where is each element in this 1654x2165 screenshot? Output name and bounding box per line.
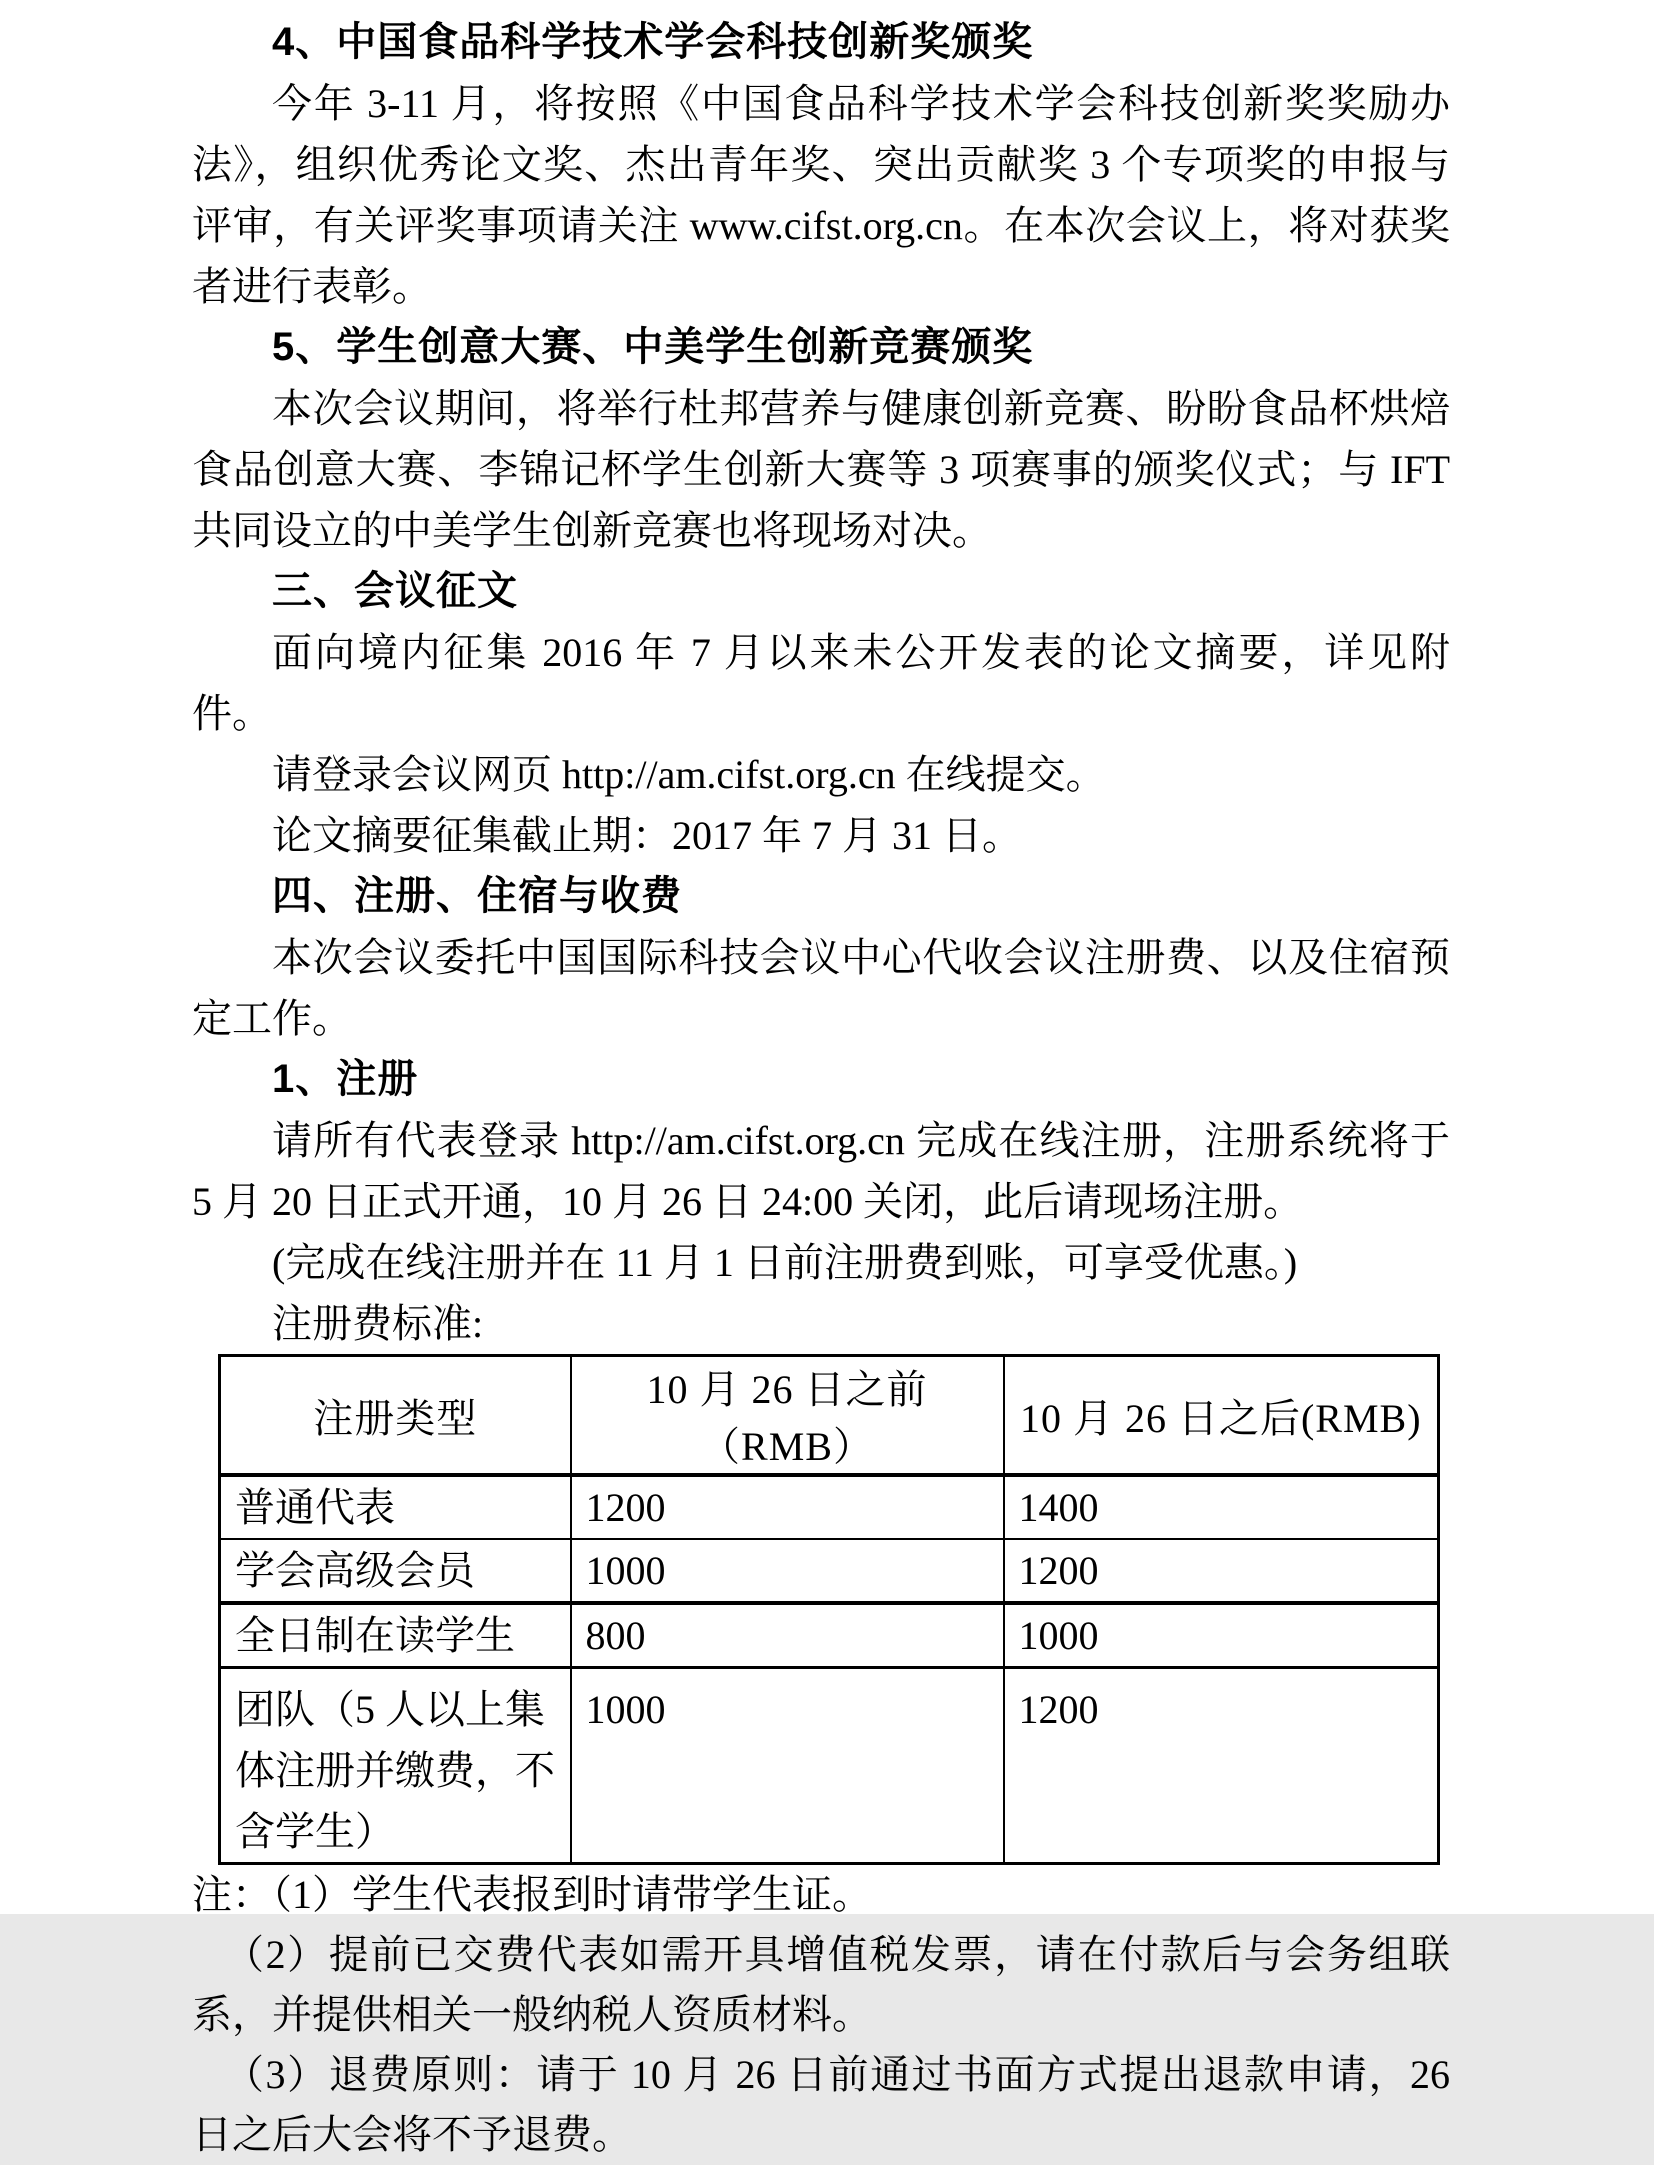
section-heading-student-competitions: 5、学生创意大赛、中美学生创新竞赛颁奖 bbox=[272, 325, 1034, 369]
paragraph-fee-collection-agent: 本次会议委托中国国际科技会议中心代收会议注册费、以及住宿预定工作。 bbox=[192, 935, 1450, 1041]
section-heading-call-for-papers: 三、会议征文 bbox=[272, 569, 518, 613]
cell-fee-after: 1000 bbox=[1004, 1603, 1439, 1668]
document-content bbox=[192, 12, 1450, 2165]
fee-table-header bbox=[220, 1356, 1439, 1476]
header-cell-category: 注册类型 bbox=[220, 1356, 571, 1476]
subsection-heading-registration: 1、注册 bbox=[272, 1057, 419, 1101]
note-refund-policy: （3）退费原则：请于 10 月 26 日前通过书面方式提出退款申请，26 日之后大会将不予退费。 bbox=[192, 2052, 1450, 2157]
paragraph-fee-standard-label: 注册费标准: bbox=[272, 1301, 484, 1346]
paragraph-award-details: 今年 3-11 月，将按照《中国食品科学技术学会科技创新奖奖励办法》，组织优秀论文奖、杰出青年奖、突出贡献奖 3 个专项奖的申报与评审，有关评奖事项请关注 www.cifst.org.cn。在本次会议上，将对获奖者进行表彰。 bbox=[192, 81, 1450, 309]
table-row-fulltime-student bbox=[220, 1603, 1439, 1668]
cell-fee-after: 1400 bbox=[1004, 1475, 1439, 1539]
section-heading-award-ceremony: 4、中国食品科学技术学会科技创新奖颁奖 bbox=[272, 20, 1034, 64]
cell-fee-before: 1000 bbox=[571, 1668, 1004, 1864]
cell-fee-before: 1000 bbox=[571, 1539, 1004, 1603]
section-heading-registration-lodging-fees: 四、注册、住宿与收费 bbox=[272, 874, 682, 918]
cell-category: 团队（5 人以上集体注册并缴费，不含学生） bbox=[220, 1668, 571, 1864]
cell-fee-after: 1200 bbox=[1004, 1668, 1439, 1864]
cell-fee-after: 1200 bbox=[1004, 1539, 1439, 1603]
paragraph-submission-site: 请登录会议网页 http://am.cifst.org.cn 在线提交。 bbox=[272, 752, 1106, 797]
cell-category: 普通代表 bbox=[220, 1475, 571, 1539]
table-row-senior-member bbox=[220, 1539, 1439, 1603]
paragraph-abstract-scope: 面向境内征集 2016 年 7 月以来未公开发表的论文摘要，详见附件。 bbox=[192, 630, 1450, 736]
cell-fee-before: 800 bbox=[571, 1603, 1004, 1668]
table-row-group bbox=[220, 1668, 1439, 1864]
cell-fee-before: 1200 bbox=[571, 1475, 1004, 1539]
note-student-id: 注：（1）学生代表报到时请带学生证。 bbox=[192, 1872, 872, 1917]
note-vat-invoice: （2）提前已交费代表如需开具增值税发票，请在付款后与会务组联系，并提供相关一般纳税人资质材料。 bbox=[192, 1932, 1450, 2037]
paragraph-competition-details: 本次会议期间，将举行杜邦营养与健康创新竞赛、盼盼食品杯烘焙食品创意大赛、李锦记杯学生创新大赛等 3 项赛事的颁奖仪式；与 IFT 共同设立的中美学生创新竞赛也将现场对决。 bbox=[192, 386, 1450, 553]
paragraph-abstract-deadline: 论文摘要征集截止期：2017 年 7 月 31 日。 bbox=[272, 813, 1022, 858]
cell-category: 学会高级会员 bbox=[220, 1539, 571, 1603]
table-row-general-delegate bbox=[220, 1475, 1439, 1539]
notes-block bbox=[192, 1865, 1450, 2165]
paragraph-online-registration: 请所有代表登录 http://am.cifst.org.cn 完成在线注册，注册系统将于 5 月 20 日正式开通，10 月 26 日 24:00 关闭，此后请现场注册。 bbox=[192, 1118, 1450, 1224]
paragraph-early-payment-discount: (完成在线注册并在 11 月 1 日前注册费到账，可享受优惠。) bbox=[272, 1240, 1298, 1285]
header-cell-after-date: 10 月 26 日之后(RMB) bbox=[1004, 1356, 1439, 1476]
registration-fee-table bbox=[218, 1354, 1440, 1865]
table-header-row bbox=[220, 1356, 1439, 1476]
cell-category: 全日制在读学生 bbox=[220, 1603, 571, 1668]
header-cell-before-date: 10 月 26 日之前（RMB） bbox=[571, 1356, 1004, 1476]
